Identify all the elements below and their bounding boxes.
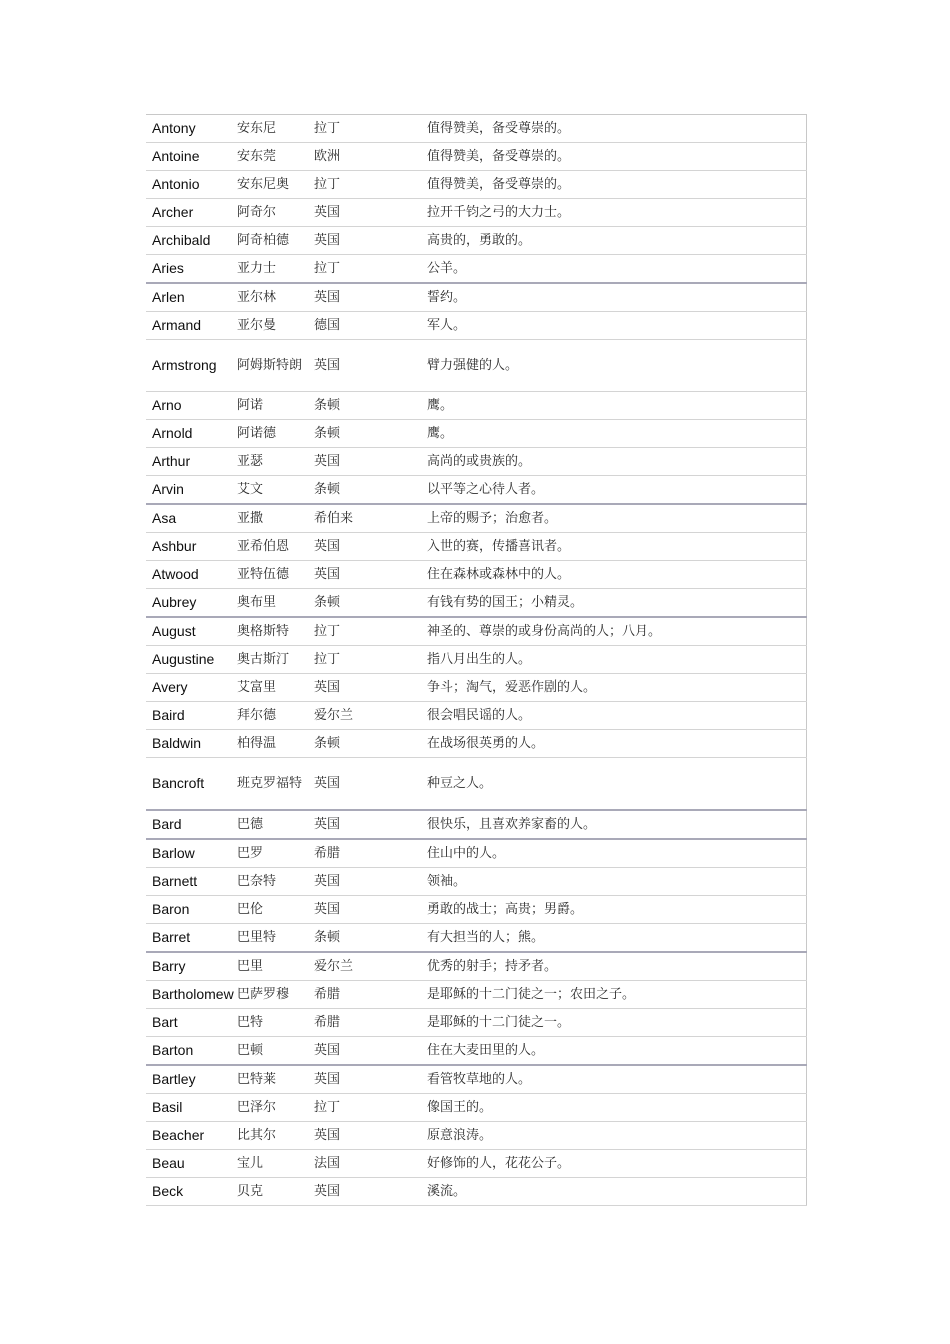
origin-cell: 英国 — [314, 674, 427, 702]
table-row — [146, 1178, 806, 1206]
table-row — [146, 1037, 806, 1066]
name-cell: Aries — [146, 255, 237, 284]
origin-cell: 拉丁 — [314, 646, 427, 674]
name-cell: Barry — [146, 952, 237, 981]
table-row — [146, 758, 806, 811]
chinese-name-cell: 宝儿 — [237, 1150, 314, 1178]
name-cell: Bartley — [146, 1065, 237, 1094]
meaning-cell: 值得赞美，备受尊崇的。 — [427, 115, 806, 143]
names-table — [146, 114, 807, 1206]
meaning-cell: 在战场很英勇的人。 — [427, 730, 806, 758]
meaning-cell: 神圣的、尊崇的或身份高尚的人；八月。 — [427, 617, 806, 646]
name-cell: Bartholomew — [146, 981, 237, 1009]
chinese-name-cell: 艾文 — [237, 476, 314, 505]
origin-cell: 英国 — [314, 227, 427, 255]
table-row — [146, 674, 806, 702]
origin-cell: 法国 — [314, 1150, 427, 1178]
origin-cell: 拉丁 — [314, 115, 427, 143]
name-cell: Beacher — [146, 1122, 237, 1150]
chinese-name-cell: 贝克 — [237, 1178, 314, 1206]
origin-cell: 英国 — [314, 1178, 427, 1206]
table-row — [146, 1065, 806, 1094]
chinese-name-cell: 亚尔曼 — [237, 312, 314, 340]
origin-cell: 希腊 — [314, 1009, 427, 1037]
name-cell: Arno — [146, 392, 237, 420]
origin-cell: 英国 — [314, 810, 427, 839]
meaning-cell: 很快乐，且喜欢养家畜的人。 — [427, 810, 806, 839]
name-cell: Bart — [146, 1009, 237, 1037]
origin-cell: 英国 — [314, 1065, 427, 1094]
meaning-cell: 住山中的人。 — [427, 839, 806, 868]
chinese-name-cell: 阿诺 — [237, 392, 314, 420]
name-cell: Armstrong — [146, 340, 237, 392]
meaning-cell: 以平等之心待人者。 — [427, 476, 806, 505]
meaning-cell: 入世的赛，传播喜讯者。 — [427, 533, 806, 561]
origin-cell: 希腊 — [314, 839, 427, 868]
table-row — [146, 646, 806, 674]
table-row — [146, 448, 806, 476]
origin-cell: 希腊 — [314, 981, 427, 1009]
chinese-name-cell: 巴特 — [237, 1009, 314, 1037]
origin-cell: 英国 — [314, 340, 427, 392]
origin-cell: 希伯来 — [314, 504, 427, 533]
table-row — [146, 810, 806, 839]
origin-cell: 条顿 — [314, 392, 427, 420]
origin-cell: 英国 — [314, 868, 427, 896]
name-cell: Arlen — [146, 283, 237, 312]
chinese-name-cell: 亚瑟 — [237, 448, 314, 476]
table-row — [146, 702, 806, 730]
chinese-name-cell: 亚希伯恩 — [237, 533, 314, 561]
name-cell: Arvin — [146, 476, 237, 505]
table-row — [146, 1094, 806, 1122]
name-cell: Barlow — [146, 839, 237, 868]
chinese-name-cell: 巴泽尔 — [237, 1094, 314, 1122]
chinese-name-cell: 奥布里 — [237, 589, 314, 618]
table-row — [146, 143, 806, 171]
meaning-cell: 公羊。 — [427, 255, 806, 284]
chinese-name-cell: 阿姆斯特朗 — [237, 340, 314, 392]
chinese-name-cell: 巴特莱 — [237, 1065, 314, 1094]
chinese-name-cell: 巴伦 — [237, 896, 314, 924]
table-row — [146, 199, 806, 227]
name-cell: Barton — [146, 1037, 237, 1066]
chinese-name-cell: 巴里 — [237, 952, 314, 981]
origin-cell: 英国 — [314, 758, 427, 811]
name-cell: Basil — [146, 1094, 237, 1122]
origin-cell: 拉丁 — [314, 1094, 427, 1122]
origin-cell: 英国 — [314, 561, 427, 589]
chinese-name-cell: 亚撒 — [237, 504, 314, 533]
chinese-name-cell: 安东尼 — [237, 115, 314, 143]
meaning-cell: 原意浪涛。 — [427, 1122, 806, 1150]
table-row — [146, 1150, 806, 1178]
meaning-cell: 看管牧草地的人。 — [427, 1065, 806, 1094]
origin-cell: 条顿 — [314, 589, 427, 618]
meaning-cell: 很会唱民谣的人。 — [427, 702, 806, 730]
chinese-name-cell: 安东尼奥 — [237, 171, 314, 199]
name-cell: Bard — [146, 810, 237, 839]
meaning-cell: 值得赞美，备受尊崇的。 — [427, 143, 806, 171]
chinese-name-cell: 柏得温 — [237, 730, 314, 758]
meaning-cell: 争斗；淘气，爱恶作剧的人。 — [427, 674, 806, 702]
chinese-name-cell: 阿奇柏德 — [237, 227, 314, 255]
origin-cell: 英国 — [314, 448, 427, 476]
name-cell: Antonio — [146, 171, 237, 199]
origin-cell: 条顿 — [314, 420, 427, 448]
chinese-name-cell: 亚特伍德 — [237, 561, 314, 589]
table-row — [146, 1122, 806, 1150]
chinese-name-cell: 阿诺德 — [237, 420, 314, 448]
name-cell: Antony — [146, 115, 237, 143]
origin-cell: 拉丁 — [314, 255, 427, 284]
name-cell: Archibald — [146, 227, 237, 255]
meaning-cell: 值得赞美，备受尊崇的。 — [427, 171, 806, 199]
table-row — [146, 283, 806, 312]
table-row — [146, 730, 806, 758]
name-cell: Augustine — [146, 646, 237, 674]
name-cell: Baron — [146, 896, 237, 924]
origin-cell: 条顿 — [314, 730, 427, 758]
table-row — [146, 896, 806, 924]
table-row — [146, 981, 806, 1009]
chinese-name-cell: 阿奇尔 — [237, 199, 314, 227]
chinese-name-cell: 巴奈特 — [237, 868, 314, 896]
name-cell: Beck — [146, 1178, 237, 1206]
meaning-cell: 住在森林或森林中的人。 — [427, 561, 806, 589]
origin-cell: 德国 — [314, 312, 427, 340]
name-cell: Aubrey — [146, 589, 237, 618]
table-row — [146, 171, 806, 199]
meaning-cell: 是耶稣的十二门徒之一。 — [427, 1009, 806, 1037]
origin-cell: 英国 — [314, 896, 427, 924]
meaning-cell: 像国王的。 — [427, 1094, 806, 1122]
meaning-cell: 高贵的，勇敢的。 — [427, 227, 806, 255]
chinese-name-cell: 奥格斯特 — [237, 617, 314, 646]
chinese-name-cell: 安东莞 — [237, 143, 314, 171]
table-row — [146, 115, 806, 143]
table-row — [146, 420, 806, 448]
meaning-cell: 鹰。 — [427, 420, 806, 448]
table-row — [146, 561, 806, 589]
chinese-name-cell: 巴德 — [237, 810, 314, 839]
name-cell: Ashbur — [146, 533, 237, 561]
table-row — [146, 392, 806, 420]
name-cell: Atwood — [146, 561, 237, 589]
table-row — [146, 312, 806, 340]
origin-cell: 拉丁 — [314, 617, 427, 646]
table-row — [146, 868, 806, 896]
table-row — [146, 533, 806, 561]
table-row — [146, 952, 806, 981]
origin-cell: 英国 — [314, 1122, 427, 1150]
meaning-cell: 住在大麦田里的人。 — [427, 1037, 806, 1066]
chinese-name-cell: 巴里特 — [237, 924, 314, 953]
name-cell: Bancroft — [146, 758, 237, 811]
name-cell: August — [146, 617, 237, 646]
name-cell: Beau — [146, 1150, 237, 1178]
origin-cell: 英国 — [314, 283, 427, 312]
meaning-cell: 上帝的赐予；治愈者。 — [427, 504, 806, 533]
name-cell: Barret — [146, 924, 237, 953]
origin-cell: 英国 — [314, 533, 427, 561]
chinese-name-cell: 拜尔德 — [237, 702, 314, 730]
name-cell: Arnold — [146, 420, 237, 448]
table-row — [146, 255, 806, 284]
name-cell: Arthur — [146, 448, 237, 476]
name-cell: Avery — [146, 674, 237, 702]
meaning-cell: 勇敢的战士；高贵；男爵。 — [427, 896, 806, 924]
name-cell: Baird — [146, 702, 237, 730]
meaning-cell: 高尚的或贵族的。 — [427, 448, 806, 476]
table-row — [146, 924, 806, 953]
meaning-cell: 拉开千钧之弓的大力士。 — [427, 199, 806, 227]
chinese-name-cell: 亚尔林 — [237, 283, 314, 312]
name-cell: Antoine — [146, 143, 237, 171]
chinese-name-cell: 班克罗福特 — [237, 758, 314, 811]
table-row — [146, 1009, 806, 1037]
meaning-cell: 军人。 — [427, 312, 806, 340]
table-body — [146, 115, 806, 1206]
meaning-cell: 种豆之人。 — [427, 758, 806, 811]
table-row — [146, 504, 806, 533]
origin-cell: 英国 — [314, 1037, 427, 1066]
table-row — [146, 340, 806, 392]
origin-cell: 条顿 — [314, 476, 427, 505]
table-row — [146, 589, 806, 618]
meaning-cell: 有大担当的人；熊。 — [427, 924, 806, 953]
meaning-cell: 优秀的射手；持矛者。 — [427, 952, 806, 981]
name-cell: Baldwin — [146, 730, 237, 758]
meaning-cell: 是耶稣的十二门徒之一；农田之子。 — [427, 981, 806, 1009]
meaning-cell: 誓约。 — [427, 283, 806, 312]
chinese-name-cell: 艾富里 — [237, 674, 314, 702]
name-cell: Armand — [146, 312, 237, 340]
chinese-name-cell: 巴萨罗穆 — [237, 981, 314, 1009]
chinese-name-cell: 亚力士 — [237, 255, 314, 284]
table-row — [146, 476, 806, 505]
chinese-name-cell: 比其尔 — [237, 1122, 314, 1150]
chinese-name-cell: 巴罗 — [237, 839, 314, 868]
table-row — [146, 617, 806, 646]
origin-cell: 英国 — [314, 199, 427, 227]
meaning-cell: 溪流。 — [427, 1178, 806, 1206]
origin-cell: 爱尔兰 — [314, 702, 427, 730]
origin-cell: 欧洲 — [314, 143, 427, 171]
name-cell: Asa — [146, 504, 237, 533]
origin-cell: 爱尔兰 — [314, 952, 427, 981]
table-row — [146, 227, 806, 255]
chinese-name-cell: 奥古斯汀 — [237, 646, 314, 674]
table-row — [146, 839, 806, 868]
meaning-cell: 指八月出生的人。 — [427, 646, 806, 674]
name-cell: Archer — [146, 199, 237, 227]
chinese-name-cell: 巴顿 — [237, 1037, 314, 1066]
origin-cell: 条顿 — [314, 924, 427, 953]
meaning-cell: 领袖。 — [427, 868, 806, 896]
meaning-cell: 有钱有势的国王；小精灵。 — [427, 589, 806, 618]
name-cell: Barnett — [146, 868, 237, 896]
origin-cell: 拉丁 — [314, 171, 427, 199]
meaning-cell: 臂力强健的人。 — [427, 340, 806, 392]
meaning-cell: 好修饰的人，花花公子。 — [427, 1150, 806, 1178]
meaning-cell: 鹰。 — [427, 392, 806, 420]
